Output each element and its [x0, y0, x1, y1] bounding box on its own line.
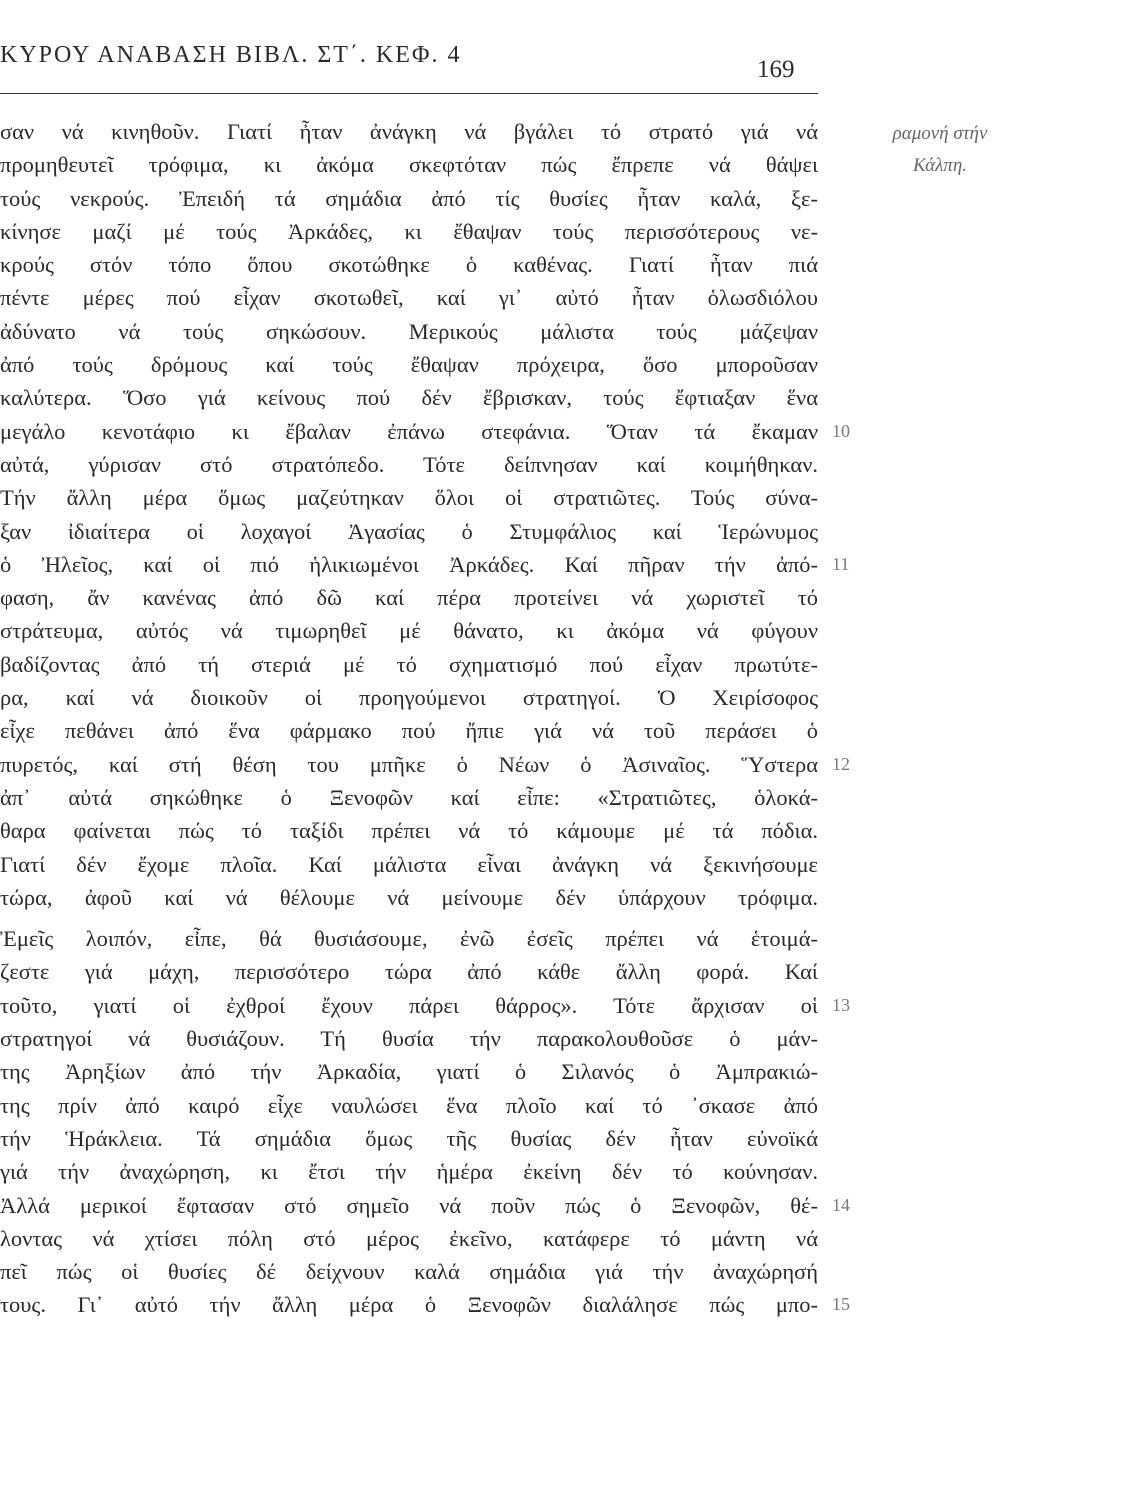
text-line: ὁ Ἠλεῖος, καί οἱ πιό ἡλικιωμένοι Ἀρκάδες. Καί πῆραν τήν ἀπό- 11	[0, 548, 818, 581]
text-line: εἶχε πεθάνει ἀπό ἕνα φάρμακο πού ἤπιε γιά νά τοῦ περάσει ὁ	[0, 718, 818, 744]
text-line: Γιατί δέν ἔχομε πλοῖα. Καί μάλιστα εἶναι ἀνάγκη νά ξεκινήσουμε	[0, 851, 818, 877]
margin-note-line: Κάλπη.	[912, 155, 968, 176]
text-line: ζεστε γιά μάχη, περισσότερο τώρα ἀπό κάθε ἄλλη φορά. Καί	[0, 959, 818, 985]
text-line: της πρίν ἀπό καιρό εἶχε ναυλώσει ἕνα πλοῖο καί τό ᾽σκασε ἀπό	[0, 1092, 818, 1118]
text-line: Τήν ἄλλη μέρα ὅμως μαζεύτηκαν ὅλοι οἱ στρατιῶτες. Τούς σύνα-	[0, 485, 818, 511]
text-line: κρούς στόν τόπο ὅπου σκοτώθηκε ὁ καθένας. Γιατί ἦταν πιά	[0, 252, 818, 278]
text-line: ἀπ᾽ αὐτά σηκώθηκε ὁ Ξενοφῶν καί εἶπε: «Στρατιῶτες, ὁλοκά-	[0, 784, 818, 810]
text-line: πυρετός, καί στή θέση του μπῆκε ὁ Νέων ὁ Ἀσιναῖος. Ὕστερα 12	[0, 748, 818, 781]
section-number: 11	[832, 553, 850, 574]
text-line: τους. Γι᾽ αὐτό τήν ἄλλη μέρα ὁ Ξενοφῶν διαλάλησε πώς μπο- 15	[0, 1288, 818, 1321]
text-line: αὐτά, γύρισαν στό στρατόπεδο. Τότε δείπνησαν καί κοιμήθηκαν.	[0, 451, 818, 477]
running-title: ΚΥΡΟΥ ΑΝΑΒΑΣΗ ΒΙΒΛ. ΣΤ΄. ΚΕΦ. 4	[0, 42, 462, 68]
text-line: φαση, ἄν κανένας ἀπό δῶ καί πέρα προτείνει νά χωριστεῖ τό	[0, 585, 818, 611]
section-number: 14	[832, 1194, 850, 1215]
text-line: ἀπό τούς δρόμους καί τούς ἔθαψαν πρόχειρα, ὅσο μποροῦσαν	[0, 352, 818, 378]
text-line: κίνησε μαζί μέ τούς Ἀρκάδες, κι ἔθαψαν τούς περισσότερους νε-	[0, 218, 818, 244]
text-line: τοῦτο, γιατί οἱ ἐχθροί ἔχουν πάρει θάρρος». Τότε ἄρχισαν οἱ 13	[0, 989, 818, 1022]
text-line: τούς νεκρούς. Ἐπειδή τά σημάδια ἀπό τίς θυσίες ἦταν καλά, ξε-	[0, 185, 818, 211]
text-line: Ἀλλά μερικοί ἔφτασαν στό σημεῖο νά ποῦν πώς ὁ Ξενοφῶν, θέ- 14	[0, 1189, 818, 1222]
text-line: ρα, καί νά διοικοῦν οἱ προηγούμενοι στρατηγοί. Ὁ Χειρίσοφος	[0, 685, 818, 711]
section-number: 15	[832, 1294, 850, 1315]
text-line: βαδίζοντας ἀπό τή στεριά μέ τό σχηματισμό πού εἶχαν πρωτύτε-	[0, 651, 818, 677]
text-line: σαν νά κινηθοῦν. Γιατί ἦταν ἀνάγκη νά βγάλει τό στρατό γιά νά	[0, 119, 818, 144]
text-line: λοντας νά χτίσει πόλη στό μέρος ἐκεῖνο, κατάφερε τό μάντη νά	[0, 1225, 818, 1251]
margin-note-line: ραμονή στήν	[892, 123, 988, 144]
text-line: στράτευμα, αὐτός νά τιμωρηθεῖ μέ θάνατο, κι ἀκόμα νά φύγουν	[0, 618, 818, 644]
paragraph-gap	[0, 914, 818, 922]
text-line: στρατηγοί νά θυσιάζουν. Τή θυσία τήν παρακολουθοῦσε ὁ μάν-	[0, 1026, 818, 1052]
section-number: 13	[832, 994, 850, 1015]
text-line: πεῖ πώς οἱ θυσίες δέ δείχνουν καλά σημάδια γιά τήν ἀναχώρησή	[0, 1259, 818, 1285]
text-line: γιά τήν ἀναχώρηση, κι ἔτσι τήν ἡμέρα ἐκείνη δέν τό κούνησαν.	[0, 1159, 818, 1185]
text-line: ξαν ἰδιαίτερα οἱ λοχαγοί Ἀγασίας ὁ Στυμφάλιος καί Ἱερώνυμος	[0, 518, 818, 544]
section-number: 12	[832, 753, 850, 774]
text-line: πέντε μέρες πού εἶχαν σκοτωθεῖ, καί γι᾽ αὐτό ἦταν ὁλωσδιόλου	[0, 285, 818, 311]
text-line: της Ἀρηξίων ἀπό τήν Ἀρκαδία, γιατί ὁ Σιλανός ὁ Ἀμπρακιώ-	[0, 1059, 818, 1085]
text-line: τώρα, ἀφοῦ καί νά θέλουμε νά μείνουμε δέν ὑπάρχουν τρόφιμα.	[0, 884, 818, 910]
text-line: μεγάλο κενοτάφιο κι ἔβαλαν ἐπάνω στεφάνια. Ὅταν τά ἔκαμαν 10	[0, 415, 818, 448]
page-number: 169	[757, 56, 795, 83]
text-line: καλύτερα. Ὅσο γιά κείνους πού δέν ἔβρισκαν, τούς ἔφτιαξαν ἕνα	[0, 385, 818, 411]
text-line: Ἐμεῖς λοιπόν, εἶπε, θά θυσιάσουμε, ἐνῶ ἐσεῖς πρέπει νά ἑτοιμά-	[0, 926, 818, 952]
text-line: ἀδύνατο νά τούς σηκώσουν. Μερικούς μάλιστα τούς μάζεψαν	[0, 318, 818, 344]
margin-note	[860, 118, 1020, 182]
text-line: προμηθευτεῖ τρόφιμα, κι ἀκόμα σκεφτόταν πώς ἔπρεπε νά θάψει	[0, 152, 818, 178]
header-rule	[0, 93, 818, 94]
section-number: 10	[832, 420, 850, 441]
body-text	[0, 115, 850, 1322]
text-line: θαρα φαίνεται πώς τό ταξίδι πρέπει νά τό κάμουμε μέ τά πόδια.	[0, 818, 818, 844]
text-line: τήν Ἡράκλεια. Τά σημάδια ὅμως τῆς θυσίας δέν ἦταν εὐνοϊκά	[0, 1125, 818, 1151]
